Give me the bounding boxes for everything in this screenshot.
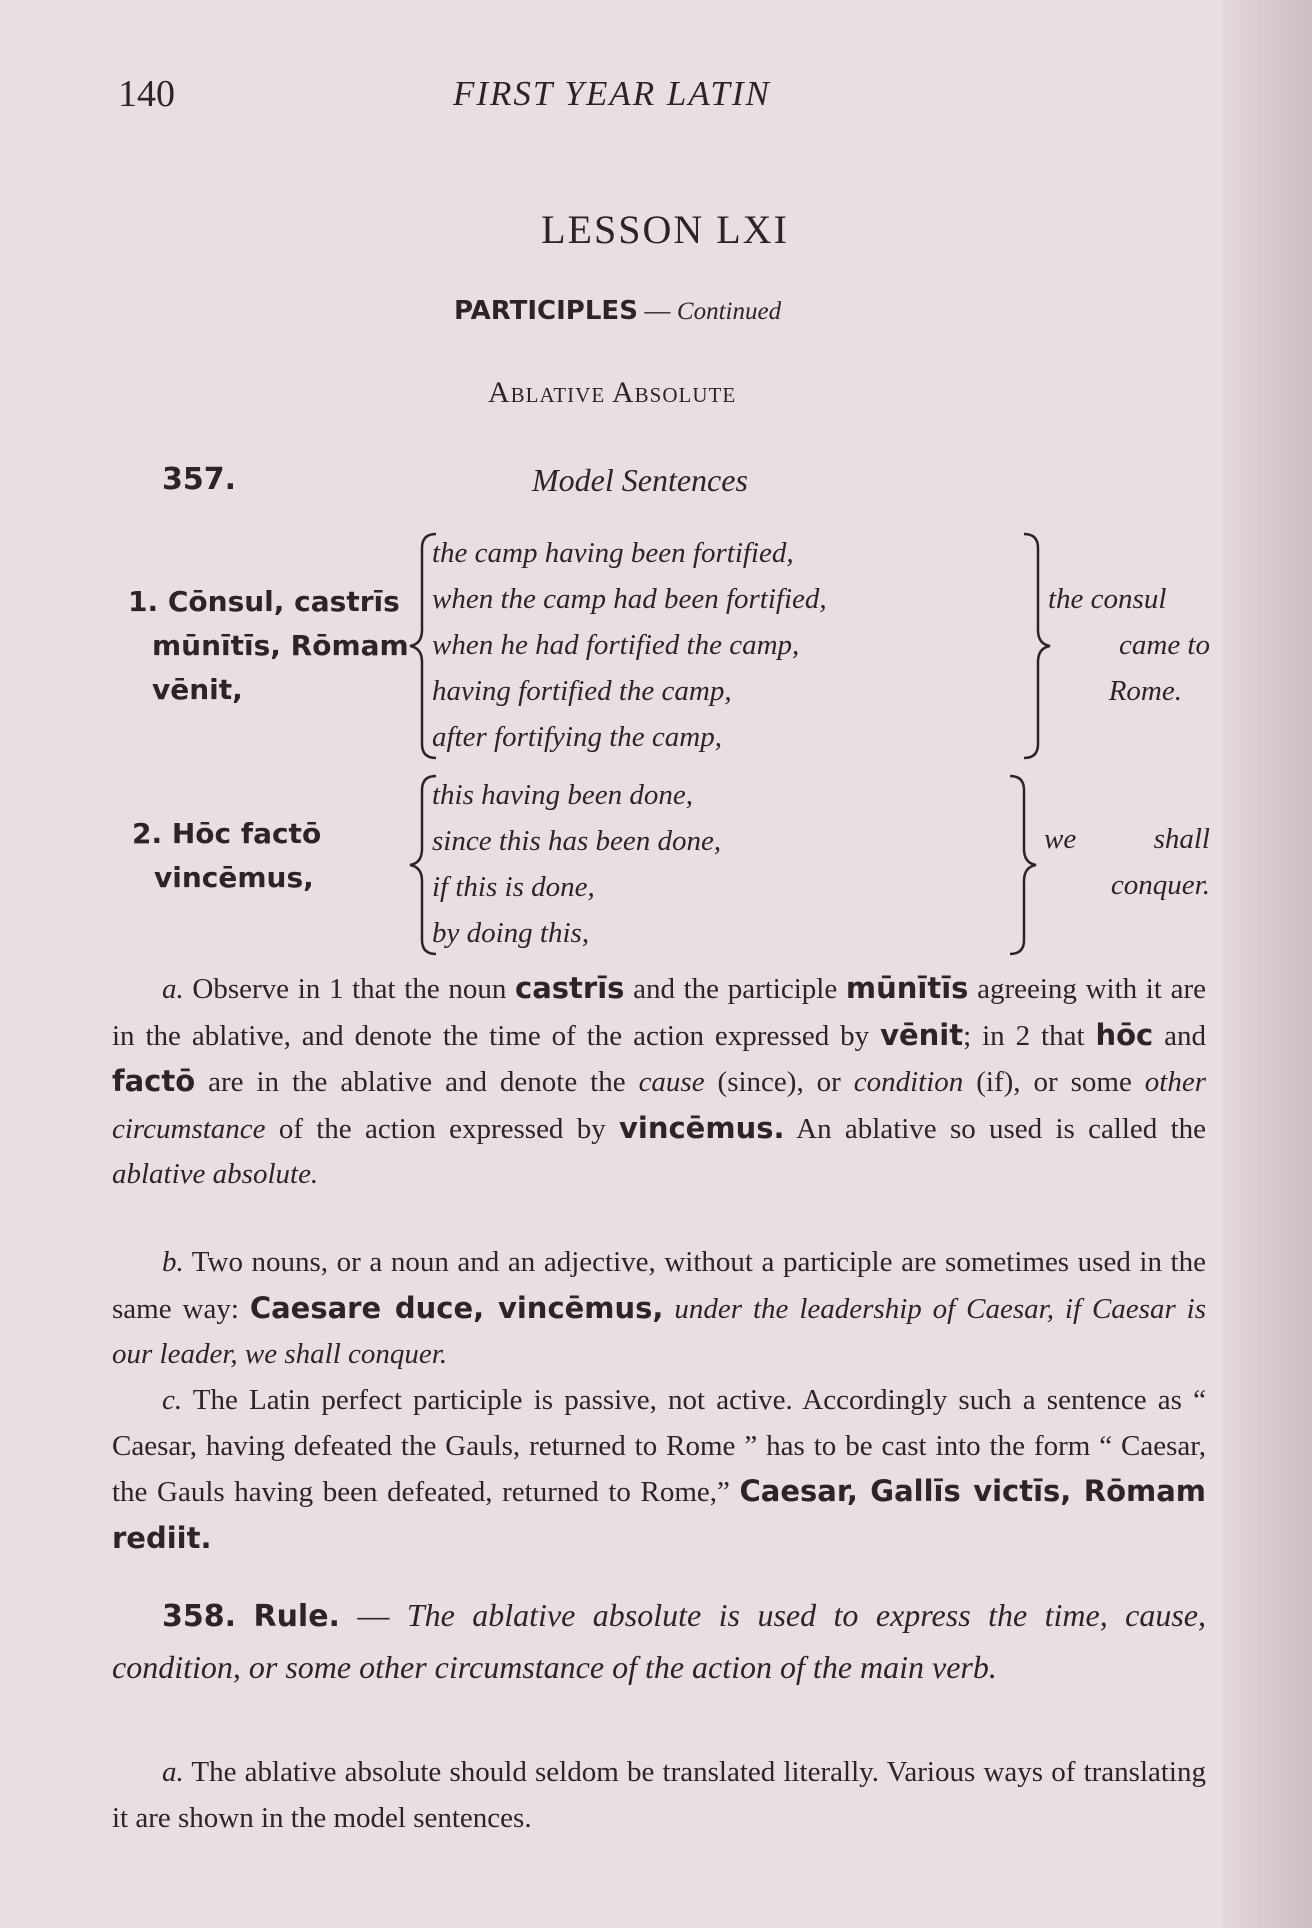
note-b-bold: Caesare duce, vincēmus,: [249, 1290, 664, 1325]
subsection-title: Ablative Absolute: [488, 376, 737, 409]
example2-alternative: by doing this,: [432, 917, 590, 949]
note-b-text: [663, 1293, 674, 1325]
note-c-label: c.: [162, 1384, 183, 1416]
rule-label: Rule.: [253, 1599, 340, 1634]
note-a-bold: vincēmus.: [619, 1110, 785, 1145]
note-a-bold: vēnit: [880, 1017, 964, 1052]
example1-latin-line: 1. Cōnsul, castrīs: [128, 585, 400, 618]
note-a-italic: cause: [638, 1066, 705, 1098]
rule-number: 358.: [162, 1599, 237, 1634]
example1-result: [1048, 576, 1210, 714]
example1-alternative: the camp having been fortified,: [432, 537, 794, 569]
example2-latin-line: 2. Hōc factō: [132, 817, 322, 850]
note-a-text: Observe in 1 that the noun: [183, 973, 516, 1005]
note-a-text: are in the ablative and denote the: [195, 1066, 639, 1098]
example1-latin-line: vēnit,: [152, 673, 243, 706]
note-c-bold: Caesar, Gallīs victīs, Rōmam rediit.: [112, 1474, 1206, 1555]
example1-alternative: when he had fortified the camp,: [432, 629, 800, 661]
rule-text: The ablative absolute is used to express the time, cause, condition, or some other circumstance of the action of the main verb.: [112, 1597, 1206, 1685]
rule-dash: —: [339, 1597, 407, 1633]
note-a-bold: hōc: [1095, 1017, 1154, 1052]
note-a-text: (if), or some: [963, 1066, 1145, 1098]
example2-result-line: we shall: [1044, 823, 1210, 855]
rule-note-a-paragraph: [112, 1750, 1206, 1841]
example2-latin-line: vincēmus,: [154, 861, 314, 894]
example2-result: [1044, 816, 1210, 908]
note-a-paragraph: [112, 966, 1206, 1198]
page-number: 140: [118, 73, 175, 115]
rule-note-a-text: The ablative absolute should seldom be translated literally. Various ways of translating it are shown in the model sentences.: [112, 1756, 1206, 1834]
example2-alternative: since this has been done,: [432, 825, 722, 857]
rule-358: [112, 1590, 1206, 1692]
section-title: [454, 296, 781, 326]
note-a-text: An ablative so used is called the: [784, 1112, 1206, 1145]
example1-alternative: after fortifying the camp,: [432, 721, 722, 753]
note-a-text: and the participle: [624, 973, 846, 1005]
note-a-italic: ablative absolute.: [112, 1158, 319, 1190]
note-a-italic: condition: [853, 1066, 964, 1098]
note-b-paragraph: [112, 1240, 1206, 1378]
note-a-text: agreeing with it are in the ablative, and denote the time of the action expressed by: [112, 973, 1206, 1052]
note-b-italic: under the leadership of Caesar, if Caesar is our leader, we shall conquer.: [112, 1292, 1206, 1370]
lesson-title: LESSON LXI: [541, 207, 789, 252]
example1-latin: [128, 580, 409, 712]
example2-alternative: if this is done,: [432, 871, 595, 903]
running-title: FIRST YEAR LATIN: [453, 74, 771, 113]
section-title-text: PARTICIPLES: [454, 296, 638, 326]
note-a-bold: castrīs: [515, 971, 625, 1005]
model-number: 357.: [162, 462, 237, 497]
example1-alternative: when the camp had been fortified,: [432, 583, 827, 615]
note-a-italic: other circumstance: [112, 1066, 1206, 1145]
example1-result-line: came to: [1119, 629, 1210, 661]
section-title-continued: Continued: [676, 298, 782, 325]
example1-result-line: the consul: [1048, 583, 1167, 615]
note-a-text: and: [1153, 1019, 1207, 1052]
note-a-label: a.: [162, 973, 184, 1005]
example1-alternatives: [432, 530, 827, 760]
example2-latin: [132, 812, 321, 900]
rule-note-a-label: a.: [162, 1756, 184, 1788]
section-title-dash: —: [637, 296, 677, 325]
note-c-text: The Latin perfect participle is passive, not active. Accordingly such a sentence as “ Caesar, having defeated the Gauls, returned to Rome ” has to be cast into the form “ Caesar, the Gauls having been defeated, returned to Rome,”: [112, 1384, 1206, 1508]
note-a-bold: mūnītīs: [845, 971, 969, 1005]
example1-alternative: having fortified the camp,: [432, 675, 732, 707]
running-head: [118, 72, 1208, 122]
example2-right-brace: [1004, 772, 1044, 958]
note-b-text: Two nouns, or a noun and an adjective, without a participle are sometimes used in the same way:: [112, 1246, 1206, 1325]
note-a-text: (since), or: [704, 1066, 854, 1098]
note-a-bold: factō: [112, 1064, 196, 1098]
page-edge-shadow: [1222, 0, 1312, 1928]
example2-alternative: this having been done,: [432, 779, 693, 811]
note-b-label: b.: [162, 1246, 184, 1278]
note-a-text: of the action expressed by: [265, 1112, 619, 1145]
example2-alternatives: [432, 772, 721, 956]
example1-result-line: Rome.: [1108, 675, 1182, 707]
model-title: Model Sentences: [532, 462, 748, 498]
note-c-paragraph: [112, 1378, 1206, 1562]
note-a-text: ; in 2 that: [963, 1019, 1096, 1052]
example1-latin-line: mūnītīs, Rōmam: [152, 629, 409, 662]
example2-result-line: conquer.: [1110, 869, 1210, 901]
